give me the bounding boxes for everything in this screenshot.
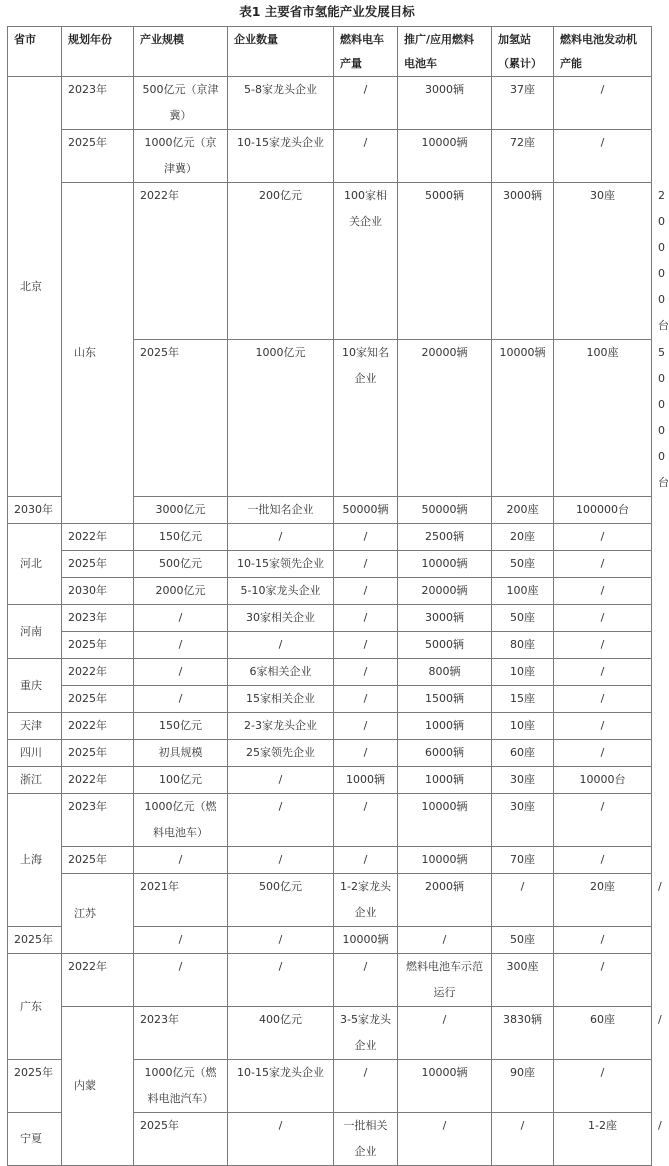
vehicles-cell: 10000辆: [398, 1060, 492, 1113]
output-cell: /: [334, 794, 398, 847]
output-cell: /: [334, 713, 398, 740]
scale-cell: 1000亿元: [228, 340, 334, 497]
capacity-cell: 100000台: [554, 497, 652, 524]
table-row: [8, 713, 652, 740]
capacity-cell: /: [554, 954, 652, 1007]
output-cell: /: [334, 954, 398, 1007]
stations-cell: 100座: [492, 578, 554, 605]
output-cell: 10000辆: [334, 927, 398, 954]
table-row: [8, 632, 652, 659]
table-row: [8, 130, 652, 183]
year-cell: 2022年: [62, 954, 134, 1007]
vehicles-cell: 10000辆: [398, 794, 492, 847]
capacity-cell: /: [554, 713, 652, 740]
year-cell: 2025年: [134, 340, 228, 497]
enterprises-cell: /: [228, 524, 334, 551]
stations-cell: 100座: [554, 340, 652, 497]
table-row: [8, 767, 652, 794]
stations-cell: 90座: [492, 1060, 554, 1113]
output-cell: /: [398, 1113, 492, 1166]
year-cell: 2022年: [62, 713, 134, 740]
capacity-cell: /: [554, 551, 652, 578]
province-cell: 四川: [8, 740, 62, 767]
enterprises-cell: 10-15家龙头企业: [228, 130, 334, 183]
stations-cell: 300座: [492, 954, 554, 1007]
table-row: [8, 605, 652, 632]
scale-cell: 1000亿元（燃料电池车）: [134, 794, 228, 847]
stations-cell: 30座: [554, 183, 652, 340]
year-cell: 2030年: [8, 497, 62, 524]
hydrogen-targets-table: [7, 26, 669, 1166]
enterprises-cell: 15家相关企业: [228, 686, 334, 713]
vehicles-cell: /: [492, 1113, 554, 1166]
year-cell: 2022年: [134, 183, 228, 340]
capacity-cell: /: [554, 77, 652, 130]
vehicles-cell: 10000辆: [398, 130, 492, 183]
year-cell: 2022年: [62, 659, 134, 686]
table-row: 江苏 2021年 500亿元 1-2家龙头企业 2000辆 / 20座 /: [8, 874, 652, 927]
enterprises-cell: /: [228, 632, 334, 659]
province-cell: 北京: [8, 77, 62, 497]
scale-cell: 1000亿元（燃料电池汽车）: [134, 1060, 228, 1113]
scale-cell: 1000亿元（京津冀）: [134, 130, 228, 183]
stations-cell: 50座: [492, 605, 554, 632]
stations-cell: 10座: [492, 659, 554, 686]
stations-cell: 50座: [492, 927, 554, 954]
enterprises-cell: /: [228, 767, 334, 794]
scale-cell: 500亿元（京津冀）: [134, 77, 228, 130]
year-cell: 2025年: [62, 847, 134, 874]
year-cell: 2023年: [62, 77, 134, 130]
vehicles-cell: 6000辆: [398, 740, 492, 767]
stations-cell: 72座: [492, 130, 554, 183]
header-cell: 规划年份: [62, 27, 134, 77]
output-cell: /: [334, 524, 398, 551]
province-cell: 江苏: [62, 874, 134, 954]
header-cell: 产业规模: [134, 27, 228, 77]
table-row: 2025年 1000亿元 10家知名企业 20000辆 10000辆 100座 50000台: [8, 340, 652, 497]
output-cell: /: [334, 632, 398, 659]
header-cell: 加氢站（累计）: [492, 27, 554, 77]
year-cell: 2022年: [62, 767, 134, 794]
year-cell: 2025年: [62, 632, 134, 659]
header-cell: 企业数量: [228, 27, 334, 77]
stations-cell: 80座: [492, 632, 554, 659]
output-cell: 5000辆: [398, 183, 492, 340]
output-cell: /: [334, 130, 398, 183]
output-cell: /: [398, 1007, 492, 1060]
stations-cell: 37座: [492, 77, 554, 130]
enterprises-cell: 1-2家龙头企业: [334, 874, 398, 927]
capacity-cell: /: [554, 659, 652, 686]
province-cell: 上海: [8, 794, 62, 927]
capacity-cell: /: [554, 740, 652, 767]
scale-cell: 2000亿元: [134, 578, 228, 605]
output-cell: /: [334, 740, 398, 767]
scale-cell: 200亿元: [228, 183, 334, 340]
year-cell: 2023年: [62, 794, 134, 847]
table-row: 内蒙 2023年 400亿元 3-5家龙头企业 / 3830辆 60座 /: [8, 1007, 652, 1060]
year-cell: 2023年: [134, 1007, 228, 1060]
enterprises-cell: 6家相关企业: [228, 659, 334, 686]
stations-cell: 50座: [492, 551, 554, 578]
scale-cell: /: [134, 605, 228, 632]
year-cell: 2025年: [62, 130, 134, 183]
vehicles-cell: 10000辆: [398, 551, 492, 578]
table-row: [8, 686, 652, 713]
scale-cell: /: [134, 659, 228, 686]
stations-cell: 15座: [492, 686, 554, 713]
province-cell: 广东: [8, 954, 62, 1060]
vehicles-cell: 10000辆: [398, 847, 492, 874]
enterprises-cell: 10-15家领先企业: [228, 551, 334, 578]
scale-cell: /: [134, 847, 228, 874]
capacity-cell: /: [554, 605, 652, 632]
province-cell: 河南: [8, 605, 62, 659]
table-title: 表1 主要省市氢能产业发展目标: [239, 4, 415, 19]
enterprises-cell: /: [228, 927, 334, 954]
enterprises-cell: /: [228, 794, 334, 847]
capacity-cell: /: [554, 794, 652, 847]
vehicles-cell: 燃料电池车示范运行: [398, 954, 492, 1007]
table-row: [8, 524, 652, 551]
output-cell: 2000辆: [398, 874, 492, 927]
scale-cell: 500亿元: [228, 874, 334, 927]
scale-cell: /: [134, 954, 228, 1007]
year-cell: 2025年: [8, 1060, 62, 1113]
capacity-cell: /: [554, 1060, 652, 1113]
vehicles-cell: 1500辆: [398, 686, 492, 713]
table-row: [8, 740, 652, 767]
output-cell: /: [334, 1060, 398, 1113]
output-cell: /: [334, 551, 398, 578]
province-cell: 天津: [8, 713, 62, 740]
province-cell: 浙江: [8, 767, 62, 794]
vehicles-cell: 5000辆: [398, 632, 492, 659]
year-cell: 2025年: [62, 740, 134, 767]
enterprises-cell: /: [228, 954, 334, 1007]
capacity-cell: /: [554, 686, 652, 713]
capacity-cell: /: [554, 130, 652, 183]
table-row: 宁夏 2025年 / 一批相关企业 / / 1-2座 /: [8, 1113, 652, 1166]
scale-cell: /: [134, 686, 228, 713]
province-cell: 内蒙: [62, 1007, 134, 1166]
enterprises-cell: /: [228, 847, 334, 874]
year-cell: 2022年: [62, 524, 134, 551]
enterprises-cell: 25家领先企业: [228, 740, 334, 767]
year-cell: 2023年: [62, 605, 134, 632]
stations-cell: 30座: [492, 794, 554, 847]
scale-cell: 100亿元: [134, 767, 228, 794]
capacity-cell: /: [554, 524, 652, 551]
year-cell: 2025年: [62, 551, 134, 578]
stations-cell: 20座: [554, 874, 652, 927]
output-cell: /: [334, 847, 398, 874]
province-cell: 山东: [62, 183, 134, 524]
scale-cell: 500亿元: [134, 551, 228, 578]
vehicles-cell: 3000辆: [398, 77, 492, 130]
stations-cell: 20座: [492, 524, 554, 551]
vehicles-cell: 3000辆: [492, 183, 554, 340]
year-cell: 2021年: [134, 874, 228, 927]
header-row: [8, 27, 652, 77]
header-cell: 燃料电车产量: [334, 27, 398, 77]
output-cell: /: [334, 578, 398, 605]
table-row: [8, 847, 652, 874]
scale-cell: 150亿元: [134, 713, 228, 740]
output-cell: /: [334, 605, 398, 632]
vehicles-cell: 1000辆: [398, 767, 492, 794]
scale-cell: /: [228, 1113, 334, 1166]
capacity-cell: /: [554, 927, 652, 954]
capacity-cell: /: [554, 632, 652, 659]
scale-cell: /: [134, 632, 228, 659]
output-cell: 50000辆: [334, 497, 398, 524]
year-cell: 2025年: [8, 927, 62, 954]
vehicles-cell: 3000辆: [398, 605, 492, 632]
stations-cell: 200座: [492, 497, 554, 524]
enterprises-cell: 3-5家龙头企业: [334, 1007, 398, 1060]
vehicles-cell: 10000辆: [492, 340, 554, 497]
stations-cell: 60座: [492, 740, 554, 767]
table-row: [8, 77, 652, 130]
enterprises-cell: 10-15家龙头企业: [228, 1060, 334, 1113]
stations-cell: 1-2座: [554, 1113, 652, 1166]
stations-cell: 10座: [492, 713, 554, 740]
province-cell: 河北: [8, 524, 62, 605]
table-row: [8, 659, 652, 686]
scale-cell: 150亿元: [134, 524, 228, 551]
header-cell: 省市: [8, 27, 62, 77]
stations-cell: 30座: [492, 767, 554, 794]
capacity-cell: 10000台: [554, 767, 652, 794]
capacity-cell: /: [554, 847, 652, 874]
scale-cell: 初具规模: [134, 740, 228, 767]
output-cell: 1000辆: [334, 767, 398, 794]
year-cell: 2025年: [62, 686, 134, 713]
scale-cell: 3000亿元: [134, 497, 228, 524]
vehicles-cell: 2500辆: [398, 524, 492, 551]
vehicles-cell: 1000辆: [398, 713, 492, 740]
vehicles-cell: 50000辆: [398, 497, 492, 524]
province-cell: 重庆: [8, 659, 62, 713]
vehicles-cell: 20000辆: [398, 578, 492, 605]
table-row: [8, 954, 652, 1007]
enterprises-cell: 一批相关企业: [334, 1113, 398, 1166]
vehicles-cell: /: [492, 874, 554, 927]
output-cell: /: [334, 686, 398, 713]
table-row: [8, 578, 652, 605]
scale-cell: 400亿元: [228, 1007, 334, 1060]
stations-cell: 70座: [492, 847, 554, 874]
enterprises-cell: 2-3家龙头企业: [228, 713, 334, 740]
header-cell: 燃料电池发动机产能: [554, 27, 652, 77]
header-cell: 推广/应用燃料电池车: [398, 27, 492, 77]
output-cell: /: [334, 77, 398, 130]
table-row: 山东 2022年 200亿元 100家相关企业 5000辆 3000辆 30座 20000台: [8, 183, 652, 340]
province-cell: 宁夏: [8, 1113, 62, 1166]
table-row: [8, 794, 652, 847]
capacity-cell: /: [554, 578, 652, 605]
scale-cell: /: [134, 927, 228, 954]
enterprises-cell: 一批知名企业: [228, 497, 334, 524]
year-cell: 2030年: [62, 578, 134, 605]
enterprises-cell: 100家相关企业: [334, 183, 398, 340]
stations-cell: 60座: [554, 1007, 652, 1060]
vehicles-cell: 800辆: [398, 659, 492, 686]
vehicles-cell: /: [398, 927, 492, 954]
enterprises-cell: 30家相关企业: [228, 605, 334, 632]
year-cell: 2025年: [134, 1113, 228, 1166]
enterprises-cell: 5-10家龙头企业: [228, 578, 334, 605]
table-row: [8, 551, 652, 578]
output-cell: /: [334, 659, 398, 686]
vehicles-cell: 3830辆: [492, 1007, 554, 1060]
enterprises-cell: 10家知名企业: [334, 340, 398, 497]
enterprises-cell: 5-8家龙头企业: [228, 77, 334, 130]
output-cell: 20000辆: [398, 340, 492, 497]
